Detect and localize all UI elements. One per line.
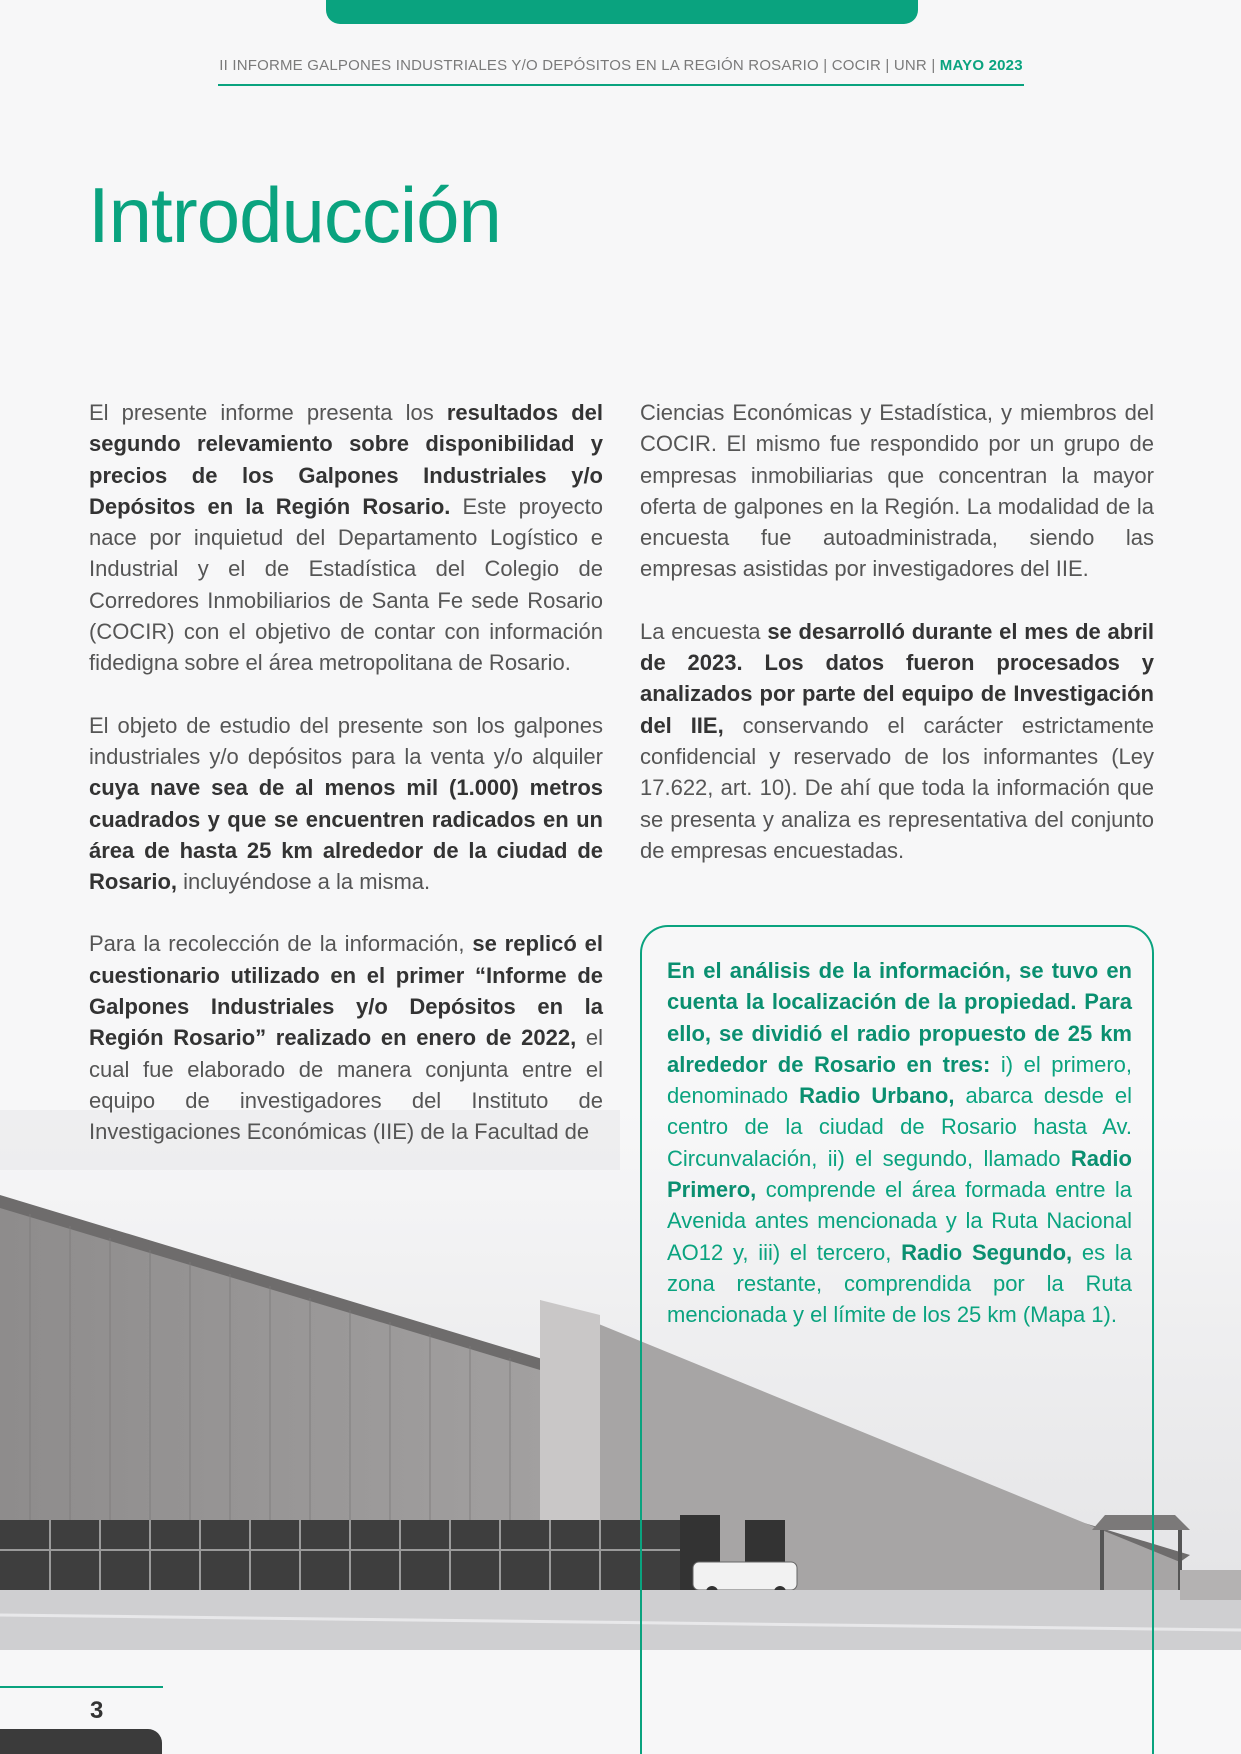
paragraph: El presente informe presenta los resultados del segundo relevamiento sobre disponibilidad y precios de los Galpones Industriales y/o Depósitos en la Región Rosario. Este proyecto nace por inquietud del Departamento Logístico e Industrial y el de Estadística del Colegio de Corredores Inmobiliarios de Santa Fe sede Rosario (COCIR) con el objetivo de contar con información fidedigna sobre el área metropolitana de Rosario. [89,400,603,676]
paragraph: El objeto de estudio del presente son los galpones industriales y/o depósitos para la venta y/o alquiler cuya nave sea de al menos mil (1.000) metros cuadrados y que se encuentren radicados en un área de hasta 25 km alrededor de la ciudad de Rosario, incluyéndose a la misma. [89,712,603,895]
highlight-box: En el análisis de la información, se tuvo en cuenta la localización de la propiedad. Para ello, se dividió el radio propuesto de 25 km alrededor de Rosario en tres: i) el primero, denominado Radio Urbano, abarca desde el centro de la ciudad de Rosario hasta Av. Circunvalación, ii) el segundo, llamado Radio Primero, comprende el área formada entre la Avenida antes mencionada y la Ruta Nacional AO12 y, iii) el tercero, Radio Segundo, es la zona restante, comprendida por la Ruta mencionada y el límite de los 25 km (Mapa 1). [640,925,1154,1754]
page-title: Introducción [88,171,501,259]
paragraph: La encuesta se desarrolló durante el mes de abril de 2023. Los datos fueron procesados y analizados por parte del equipo de Investigación del IIE, conservando el carácter estrictamente confidencial y reservado de los informantes (Ley 17.622, art. 10). De ahí que toda la información que se presenta y analiza es representativa del conjunto de empresas encuestadas. [640,618,1154,863]
footer-tab [0,1729,162,1754]
paragraph: Ciencias Económicas y Estadística, y miembros del COCIR. El mismo fue respondido por un grupo de empresas inmobiliarias que concentran la mayor oferta de galpones en la Región. La modalidad de la encuesta fue autoadministrada, siendo las empresas asistidas por investigadores del IIE. [640,400,1154,582]
header-date: MAYO 2023 [939,57,1023,74]
paragraph: Para la recolección de la información, se replicó el cuestionario utilizado en el primer “Informe de Galpones Industriales y/o Depósitos en la Región Rosario” realizado en enero de 2022, el cual fue elaborado de manera conjunta entre el equipo de investigadores del Instituto de Investigaciones Económicas (IIE) de la Facultad de [89,931,603,1145]
top-accent-tab [326,0,918,24]
running-header [218,57,1024,86]
footer-rule [0,1686,163,1688]
header-text: II INFORME GALPONES INDUSTRIALES Y/O DEPÓSITOS EN LA REGIÓN ROSARIO | COCIR | UNR | [219,57,936,74]
right-column [640,397,1154,897]
left-column [89,397,603,1179]
page-number: 3 [90,1697,104,1724]
